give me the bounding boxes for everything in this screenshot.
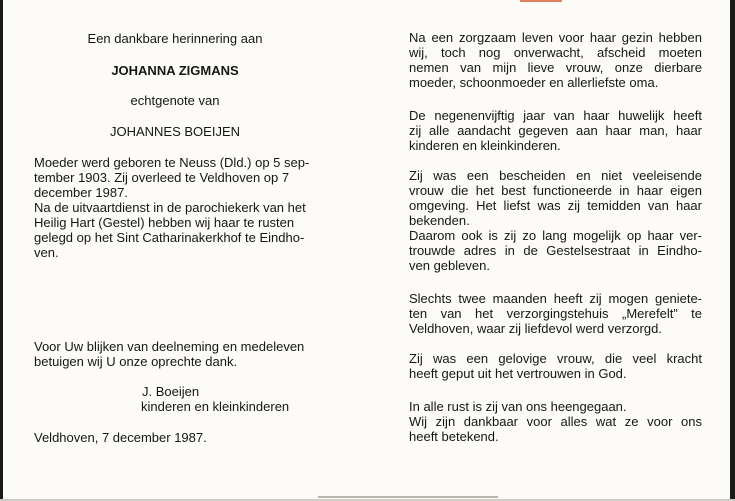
thanks-line: Voor Uw blijken van deelneming en medeleven: [34, 339, 305, 354]
paragraph-line: heeft betekend.: [409, 429, 499, 444]
paragraph-line: Na een zorgzaam leven voor haar gezin hebben: [409, 30, 702, 45]
intro-text: Een dankbare herinnering aan: [87, 31, 263, 46]
paragraph-line: Slechts twee maanden heeft zij mogen geniete-: [409, 291, 702, 306]
signature-line: kinderen en kleinkinderen: [141, 399, 290, 414]
paragraph-2: [409, 108, 702, 153]
spouse-name: JOHANNES BOEIJEN: [109, 124, 241, 139]
card-edge-left: [0, 0, 3, 501]
paragraph-line: In alle rust is zij van ons heengegaan.: [409, 399, 627, 414]
paragraph-5: [409, 351, 702, 381]
bio-line: december 1987.: [34, 185, 128, 200]
paragraph-line: nemen van mijn lieve vrouw, onze dierbare: [409, 60, 702, 75]
thanks: [34, 339, 316, 369]
paragraph-line: omgeving. Het liefst was zij temidden van haar: [409, 198, 702, 213]
paragraph-line: Zij was een gelovige vrouw, die veel kracht: [409, 351, 702, 366]
paragraph-line: wij, toch nog onverwacht, afscheid moeten: [409, 45, 702, 60]
paragraph-line: moeder, schoonmoeder en allerliefste oma.: [409, 75, 659, 90]
bio-line: Heilig Hart (Gestel) hebben wij haar te rusten: [34, 215, 295, 230]
paragraph-line: De negenenvijftig jaar van haar huwelijk heeft: [409, 108, 702, 123]
bio-line: Moeder werd geboren te Neuss (Dld.) op 5 sep-: [34, 155, 310, 170]
biography: [34, 155, 316, 260]
bio-line: tember 1903. Zij overleed te Veldhoven op 7: [34, 170, 290, 185]
paragraph-line: ten van het verzorgingstehuis „Merefelt” te: [409, 306, 702, 321]
thanks-line: betuigen wij U onze oprechte dank.: [34, 354, 238, 369]
signature-line: J. Boeijen: [142, 384, 200, 399]
paragraph-line: zij alle aandacht gegeven aan haar man, haar: [409, 123, 702, 138]
paragraph-6: [409, 399, 702, 444]
paragraph-line: bekenden.: [409, 213, 470, 228]
bio-line: Na de uitvaartdienst in de parochiekerk van het: [34, 200, 306, 215]
bio-line: gelegd op het Sint Catharinakerkhof te Eindho-: [34, 230, 305, 245]
place-date: Veldhoven, 7 december 1987.: [34, 430, 207, 445]
signature: [141, 384, 341, 414]
paragraph-line: trouwde adres in de Gestelsestraat in Eindho-: [409, 243, 702, 258]
deceased-name: JOHANNA ZIGMANS: [111, 63, 239, 78]
card-edge-right: [730, 0, 735, 501]
paragraph-1: [409, 30, 702, 90]
paragraph-line: Wij zijn dankbaar voor alles wat ze voor ons: [409, 414, 702, 429]
relation-text: echtgenote van: [130, 93, 220, 108]
paragraph-3: [409, 168, 702, 273]
paragraph-line: vrouw die het best functioneerde in haar eigen: [409, 183, 702, 198]
print-mark: [520, 0, 562, 2]
paragraph-line: Zij was een bescheiden en niet veeleisende: [409, 168, 702, 183]
paragraph-line: heeft geput uit het vertrouwen in God.: [409, 366, 627, 381]
paragraph-line: Daarom ook is zij zo lang mogelijk op haar ver-: [409, 228, 702, 243]
paragraph-line: ven gebleven.: [409, 258, 490, 273]
fold-line: [318, 496, 498, 498]
paragraph-4: [409, 291, 702, 336]
paragraph-line: kinderen en kleinkinderen.: [409, 138, 561, 153]
paragraph-line: Veldhoven, waar zij liefdevol werd verzorgd.: [409, 321, 662, 336]
bio-line: ven.: [34, 245, 59, 260]
